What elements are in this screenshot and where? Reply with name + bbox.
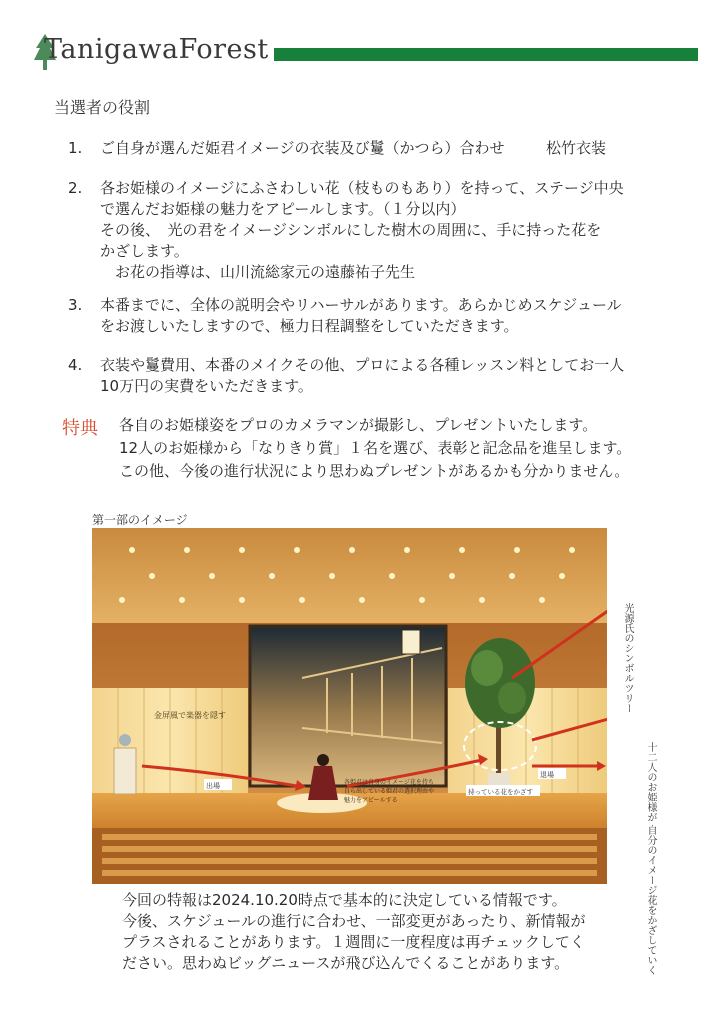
ceiling	[92, 528, 607, 623]
label-center-3: 魅力をアピールする	[344, 797, 398, 804]
role-extra: 松竹衣装	[546, 139, 607, 157]
footer-note	[122, 890, 586, 974]
role-number: 4.	[68, 356, 83, 374]
screen-lantern	[402, 630, 420, 654]
footer-line: 今後、スケジュールの進行に合わせ、一部変更があったり、新情報が	[122, 912, 586, 930]
stage-illustration	[92, 528, 607, 884]
side-label-princess-line: 十二人のお姫様が	[645, 742, 656, 822]
role-line: 本番までに、全体の説明会やリハーサルがあります。あらかじめスケジュール	[100, 296, 622, 314]
role-line: 10万円の実費をいただきます。	[100, 377, 313, 395]
footer-line: ださい。思わぬビッグニュースが飛び込んでくることがあります。	[122, 954, 570, 972]
role-line: その後、 光の君をイメージシンボルにした樹木の周囲に、手に持った花を	[100, 221, 602, 239]
role-number: 1.	[68, 139, 83, 157]
footer-line: プラスされることがあります。１週間に一度程度は再チェックしてく	[122, 933, 585, 951]
role-line: をお渡しいたしますので、極力日程調整をしていただきます。	[100, 317, 519, 335]
header-bar	[274, 48, 698, 61]
role-number: 2.	[68, 179, 83, 197]
brand-logo	[34, 32, 270, 72]
bonus-list	[119, 414, 631, 483]
label-screen: 金屏風で楽器を隠す	[154, 711, 226, 720]
role-line: 各お姫様のイメージにふさわしい花（枝ものもあり）を持って、ステージ中央	[100, 179, 624, 197]
bonus-line: 12人のお姫様から「なりきり賞」１名を選び、表彰と記念品を進呈します。	[119, 439, 632, 457]
side-label-princess-line: 自分のイメージ花をかざしていく	[645, 825, 656, 976]
side-label-princess	[630, 742, 658, 975]
label-center-1: 各姫君は自身のイメージ花を持ち	[344, 779, 434, 786]
speaker	[119, 734, 131, 746]
role-line: 衣装や鬘費用、本番のメイクその他、プロによる各種レッスン料としてお一人	[100, 356, 625, 374]
label-center-2: 自ら出している姫君の選択理由や	[344, 788, 435, 795]
side-label-tree: 光源氏のシンボルツリー	[622, 603, 633, 713]
label-enter: 出場	[206, 782, 220, 790]
bonus-label: 特典	[62, 418, 98, 439]
label-hold: 持っている花をかざす	[468, 788, 533, 796]
role-line: かざします。	[100, 242, 189, 260]
footer-line: 今回の特報は2024.10.20時点で基本的に決定している情報です。	[122, 891, 567, 909]
role-number: 3.	[68, 296, 83, 314]
section-title: 当選者の役割	[54, 98, 151, 117]
role-line: お花の指導は、山川流総家元の遠藤祐子先生	[100, 263, 416, 281]
brand-name: TanigawaForest	[44, 34, 269, 65]
role-line: ご自身が選んだ姫君イメージの衣装及び鬘（かつら）合わせ	[100, 139, 505, 157]
role-line: で選んだお姫様の魅力をアピールします。（１分以内）	[100, 200, 466, 218]
label-exit: 退場	[540, 771, 554, 779]
lectern	[114, 748, 136, 794]
bonus-line: この他、今後の進行状況により思わぬプレゼントがあるかも分かりません。	[119, 462, 630, 480]
image-caption: 第一部のイメージ	[92, 513, 188, 527]
bonus-line: 各自のお姫様姿をプロのカメラマンが撮影し、プレゼントいたします。	[119, 416, 598, 434]
